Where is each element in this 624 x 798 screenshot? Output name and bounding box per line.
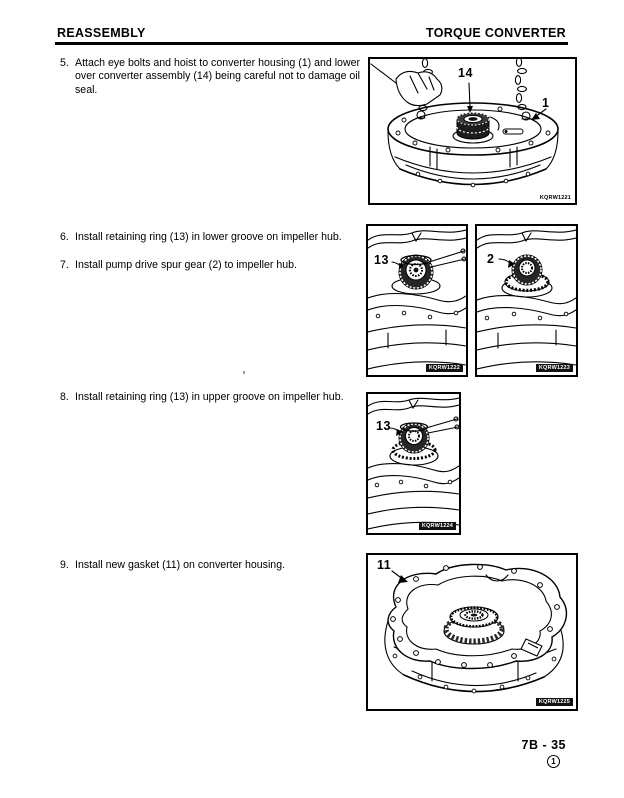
hand-icon: [396, 71, 442, 105]
housing-top-edge: [477, 230, 576, 248]
figure-code: KQRW1221: [539, 195, 571, 201]
figure-code: KQRW1222: [426, 364, 463, 372]
retaining-ring-illustration: [368, 226, 466, 375]
step-7: [60, 259, 364, 272]
hoist-illustration: [370, 59, 575, 203]
callout-14: 14: [458, 66, 473, 80]
step-number: 5.: [60, 57, 69, 69]
retaining-ring-upper-illustration: [368, 394, 459, 533]
step-text: Attach eye bolts and hoist to converter housing (1) and lower over converter assembly (14) being careful not to damage oil seal.: [75, 57, 361, 96]
step-number: 8.: [60, 391, 69, 403]
impeller-hub-gear-icon: [444, 607, 504, 644]
snap-ring-pliers-icon: [426, 417, 459, 433]
circled-sheet-mark: 1: [547, 755, 560, 768]
step-text: Install retaining ring (13) in lower groove on impeller hub.: [75, 231, 342, 243]
step-text: Install pump drive spur gear (2) to impeller hub.: [75, 259, 297, 271]
section-title: REASSEMBLY: [57, 26, 146, 40]
step-number: 7.: [60, 259, 69, 271]
step-6: [60, 231, 364, 244]
callout-13: 13: [376, 419, 391, 433]
callout-2: 2: [487, 252, 495, 266]
gasket-illustration: [368, 555, 576, 709]
step-8: [60, 391, 364, 404]
spur-gear-illustration: [477, 226, 576, 375]
header-rule: [55, 42, 568, 45]
chain-right-icon: [515, 59, 526, 110]
step-5: [60, 57, 364, 97]
callout-1: 1: [542, 96, 550, 110]
plate-slot: [503, 129, 523, 134]
callout-arrow-14: [467, 83, 473, 113]
callout-13: 13: [374, 253, 389, 267]
housing-body-arcs: [368, 464, 459, 529]
chapter-title: TORQUE CONVERTER: [426, 26, 566, 40]
step-text: Install new gasket (11) on converter housing.: [75, 559, 286, 571]
snap-ring-pliers-icon: [429, 249, 466, 267]
housing-top-edge: [368, 230, 466, 248]
figure-pump-drive-spur-gear: [475, 224, 578, 377]
figure-code: KQRW1225: [536, 698, 573, 706]
figure-gasket-on-housing: [366, 553, 578, 711]
impeller-hub-icon: [453, 113, 493, 143]
curved-mark: [490, 117, 499, 130]
step-number: 6.: [60, 231, 69, 243]
step-text: Install retaining ring (13) in upper groove on impeller hub.: [75, 391, 344, 403]
step-9: [60, 559, 364, 572]
page-number: 7B - 35: [521, 738, 566, 752]
callout-arrow-11: [392, 571, 408, 583]
scan-speck: [243, 371, 245, 374]
step-number: 9.: [60, 559, 69, 571]
figure-retaining-ring-upper: [366, 392, 461, 535]
housing-body-arcs: [368, 294, 466, 369]
figure-hoist-converter-housing: [368, 57, 577, 205]
figure-code: KQRW1224: [419, 522, 456, 530]
figure-retaining-ring-lower: [366, 224, 468, 377]
housing-body-arcs: [477, 296, 576, 369]
figure-code: KQRW1223: [536, 364, 573, 372]
callout-11: 11: [377, 558, 392, 572]
housing-top-edge: [368, 398, 459, 414]
